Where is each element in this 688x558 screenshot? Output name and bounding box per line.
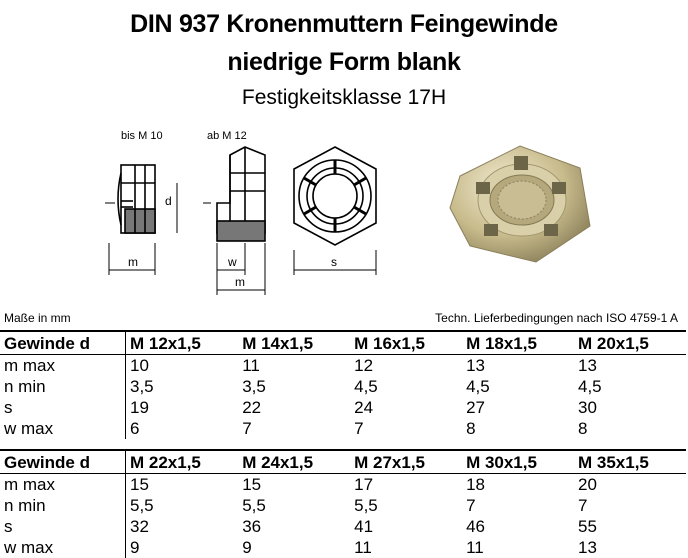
- technical-drawing: [95, 125, 395, 300]
- row-label: s: [0, 516, 126, 537]
- row-label: m max: [0, 474, 126, 496]
- label-bis-m10: bis M 10: [121, 130, 163, 142]
- value-cell: 11: [466, 538, 484, 557]
- table-row: [0, 355, 686, 377]
- row-label: w max: [0, 418, 126, 439]
- value-cell: 13: [578, 356, 597, 375]
- value-cell: 5,5: [130, 496, 154, 515]
- value-cell: 7: [578, 496, 588, 515]
- value-cell: 18: [466, 475, 485, 494]
- value-cell: 10: [130, 356, 149, 375]
- label-ab-m12: ab M 12: [207, 130, 247, 142]
- page-title: DIN 937 Kronenmuttern Feingewinde: [130, 10, 558, 38]
- value-cell: 55: [578, 517, 597, 536]
- size-cell: M 18x1,5: [462, 331, 574, 355]
- standard-note: Techn. Lieferbedingungen nach ISO 4759-1 A: [435, 311, 678, 325]
- spec-table-1: [0, 330, 686, 439]
- value-cell: 5,5: [242, 496, 266, 515]
- size-cell: M 30x1,5: [462, 450, 574, 474]
- value-cell: 13: [578, 538, 597, 557]
- value-cell: 7: [466, 496, 476, 515]
- label-m: m: [128, 255, 138, 269]
- table-row: [0, 418, 686, 439]
- table-header-row: [0, 331, 686, 355]
- size-cell: M 12x1,5: [126, 331, 239, 355]
- value-cell: 5,5: [354, 496, 378, 515]
- value-cell: 6: [130, 419, 140, 438]
- label-s: s: [331, 255, 337, 269]
- header-label: Gewinde d: [0, 331, 126, 355]
- value-cell: 15: [242, 475, 262, 494]
- value-cell: 15: [130, 475, 149, 494]
- row-label: n min: [0, 495, 126, 516]
- value-cell: 7: [354, 419, 364, 438]
- units-note: Maße in mm: [4, 311, 71, 325]
- value-cell: 9: [242, 538, 252, 557]
- value-cell: 27: [466, 398, 485, 417]
- row-label: n min: [0, 376, 126, 397]
- value-cell: 7: [242, 419, 252, 438]
- value-cell: 46: [466, 517, 485, 536]
- size-cell: M 27x1,5: [350, 450, 462, 474]
- row-label: w max: [0, 537, 126, 558]
- page-subtitle: niedrige Form blank: [227, 48, 461, 76]
- value-cell: 41: [354, 517, 374, 536]
- value-cell: 4,5: [578, 377, 602, 396]
- value-cell: 4,5: [354, 377, 378, 396]
- size-cell: M 35x1,5: [574, 450, 686, 474]
- size-cell: M 24x1,5: [238, 450, 350, 474]
- value-cell: 32: [130, 517, 149, 536]
- value-cell: 8: [578, 419, 588, 438]
- table-row: [0, 397, 686, 418]
- value-cell: 3,5: [130, 377, 154, 396]
- label-m2: m: [235, 275, 245, 289]
- size-cell: M 20x1,5: [574, 331, 686, 355]
- row-label: s: [0, 397, 126, 418]
- table-row: [0, 376, 686, 397]
- value-cell: 24: [354, 398, 374, 417]
- nut-photo: [440, 138, 600, 268]
- value-cell: 17: [354, 475, 374, 494]
- label-w: w: [228, 255, 237, 269]
- row-label: m max: [0, 355, 126, 377]
- size-cell: M 14x1,5: [238, 331, 350, 355]
- size-cell: M 16x1,5: [350, 331, 462, 355]
- value-cell: 8: [466, 419, 476, 438]
- value-cell: 4,5: [466, 377, 490, 396]
- size-cell: M 22x1,5: [126, 450, 239, 474]
- table-row: [0, 495, 686, 516]
- strength-class: Festigkeitsklasse 17H: [241, 86, 447, 109]
- label-d: d: [165, 194, 172, 208]
- spec-table-2: [0, 449, 686, 558]
- value-cell: 22: [242, 398, 262, 417]
- header-label: Gewinde d: [0, 450, 126, 474]
- table-row: [0, 516, 686, 537]
- value-cell: 11: [242, 356, 260, 375]
- value-cell: 36: [242, 517, 262, 536]
- value-cell: 13: [466, 356, 485, 375]
- value-cell: 19: [130, 398, 149, 417]
- table-row: [0, 537, 686, 558]
- value-cell: 12: [354, 356, 374, 375]
- value-cell: 3,5: [242, 377, 266, 396]
- value-cell: 11: [354, 538, 372, 557]
- table-header-row: [0, 450, 686, 474]
- value-cell: 20: [578, 475, 597, 494]
- value-cell: 30: [578, 398, 597, 417]
- value-cell: 9: [130, 538, 140, 557]
- table-row: [0, 474, 686, 496]
